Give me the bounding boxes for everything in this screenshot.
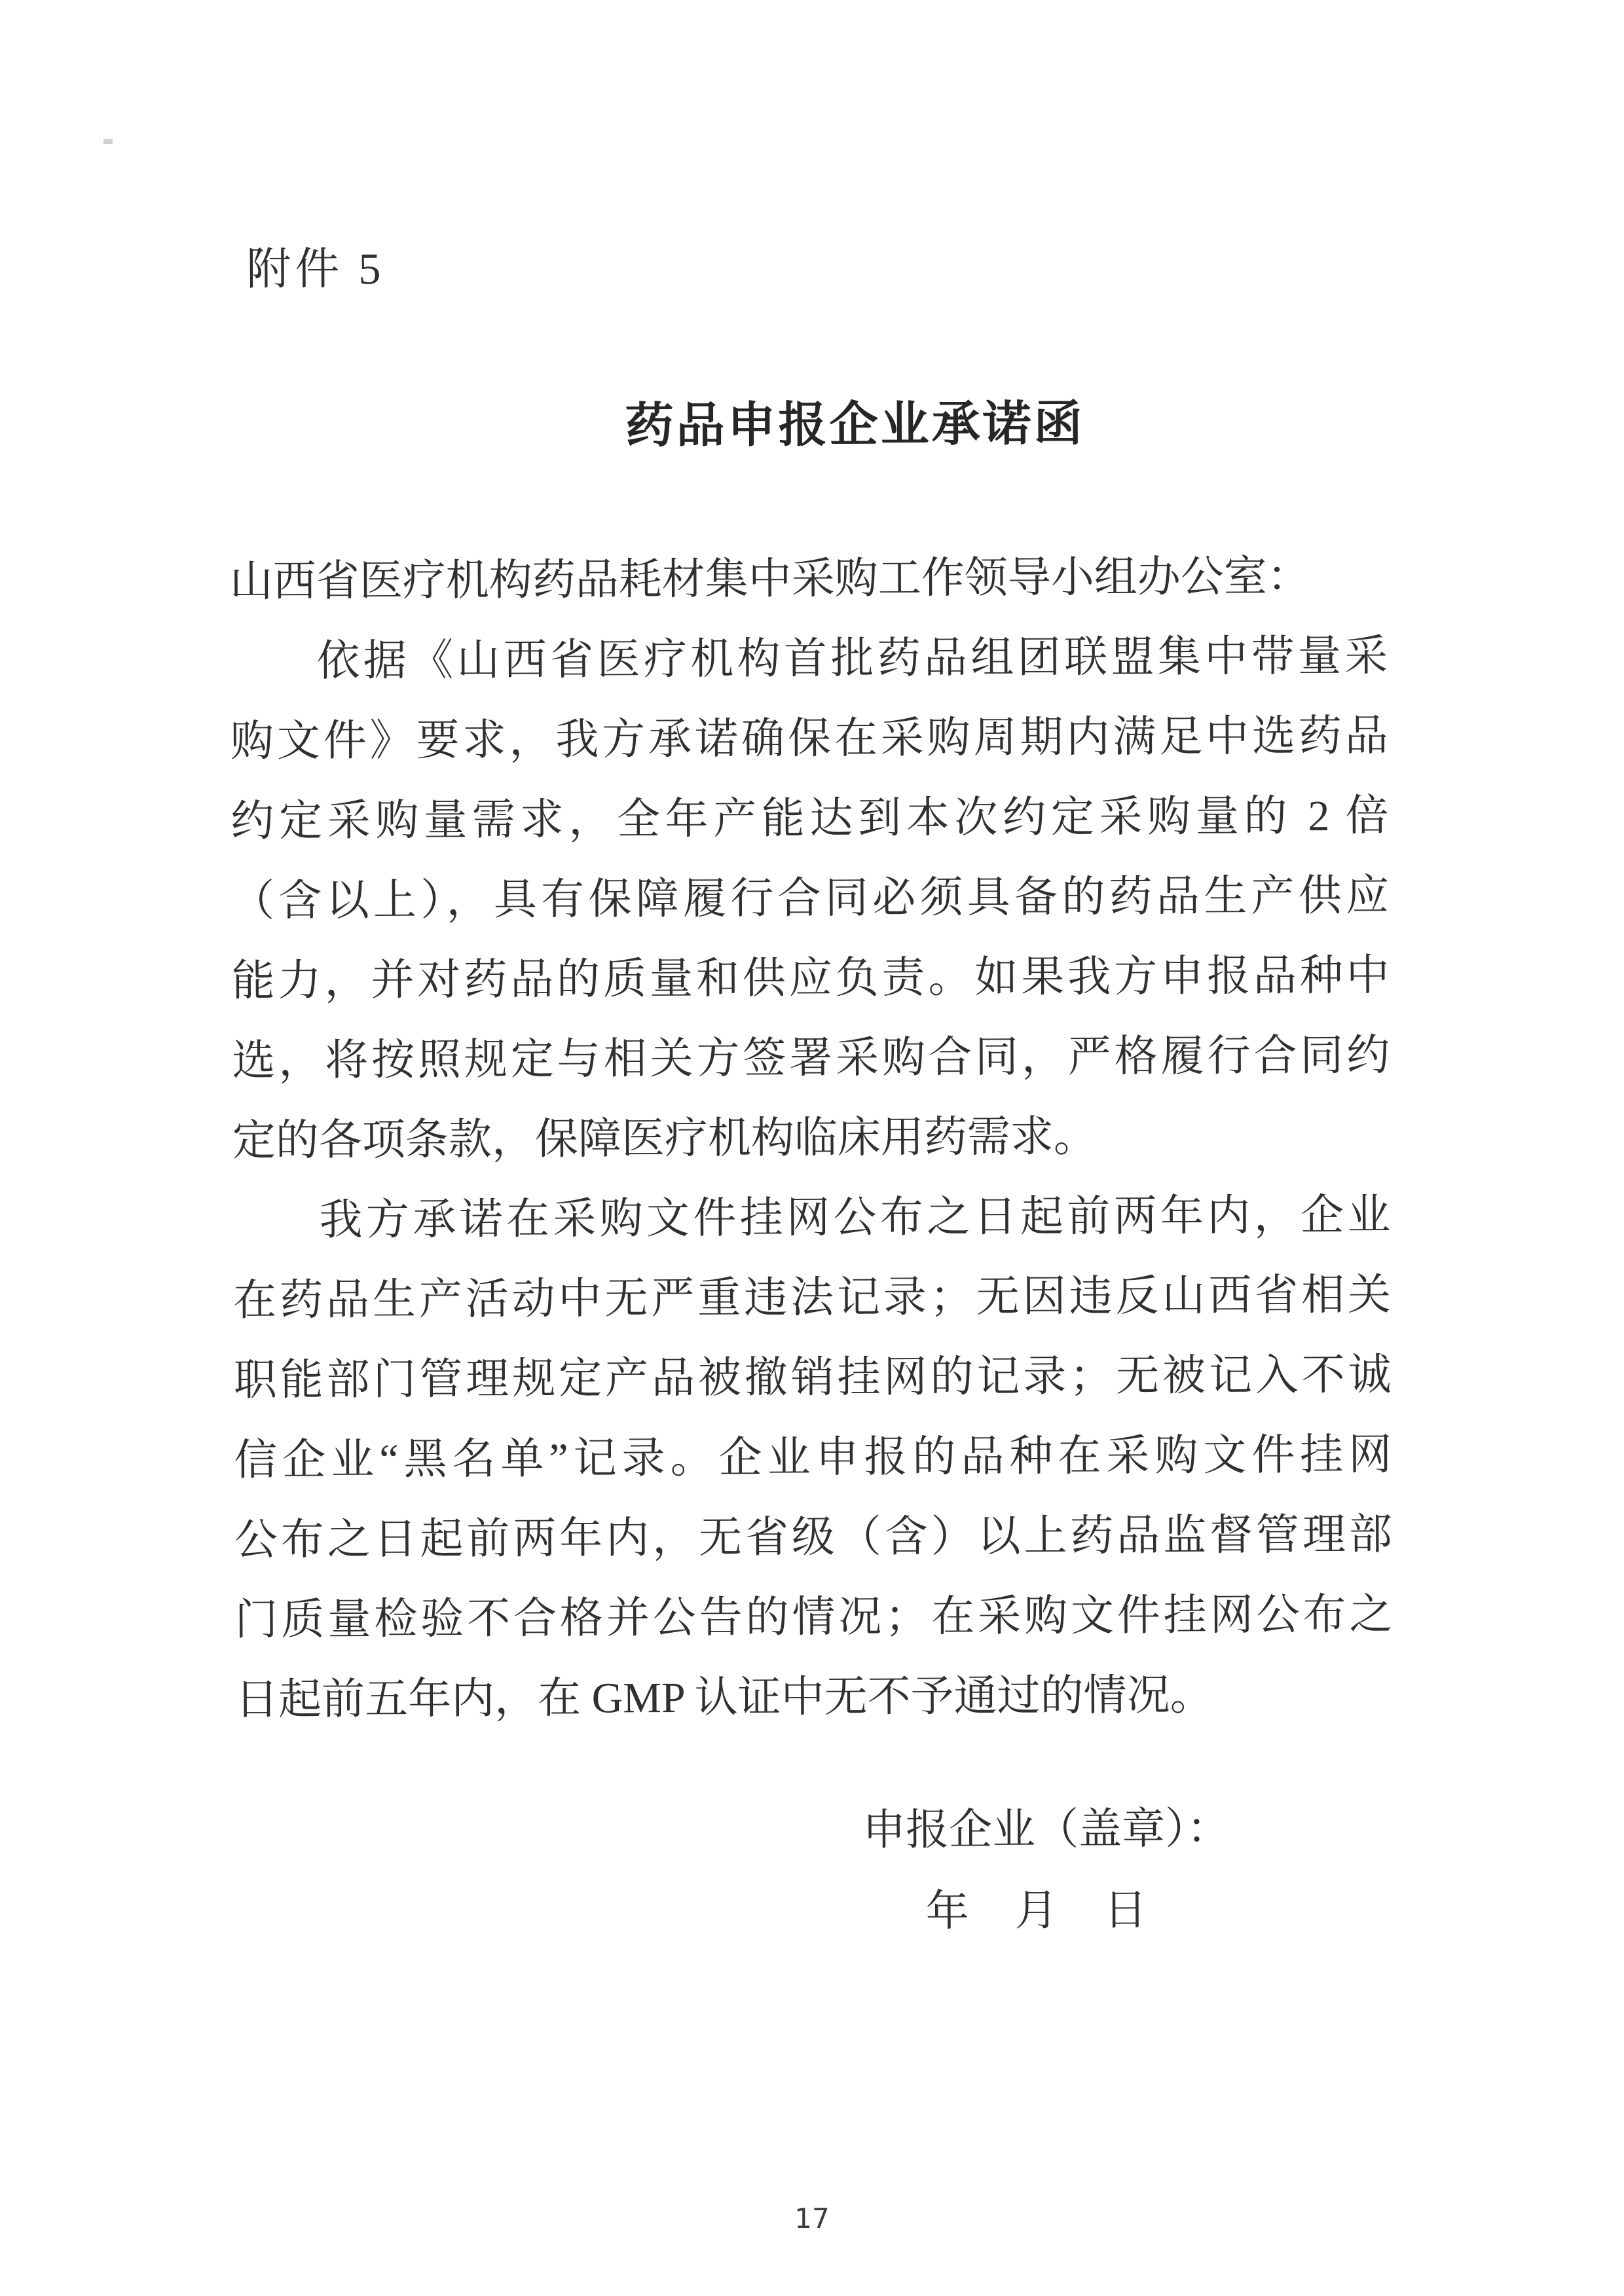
body-line: 在药品生产活动中无严重违法记录；无因违反山西省相关 [232, 1271, 1392, 1325]
body-line: 定的各项条款，保障医疗机构临床用药需求。 [232, 1112, 1098, 1165]
body-line: 日起前五年内，在 GMP 认证中无不予通过的情况。 [234, 1671, 1213, 1724]
body-line: 能力，并对药品的质量和供应负责。如果我方申报品种中 [231, 951, 1390, 1006]
page-number: 17 [794, 2202, 830, 2234]
body-line: 我方承诺在采购文件挂网公布之日起前两年内，企业 [319, 1191, 1391, 1245]
attachment-label: 附件 5 [246, 244, 385, 295]
document-title: 药品申报企业承诺函 [625, 397, 1085, 454]
body-line: 购文件》要求，我方承诺确保在采购周期内满足中选药品 [230, 712, 1389, 766]
body-line: 职能部门管理规定产品被撤销挂网的记录；无被记入不诚 [233, 1351, 1392, 1405]
body-line: 选，将按照规定与相关方签署采购合同，严格履行合同约 [232, 1031, 1390, 1085]
salutation-line: 山西省医疗机构药品耗材集中采购工作领导小组办公室： [229, 553, 1310, 606]
body-line: 信企业“黑名单”记录。企业申报的品种在采购文件挂网 [234, 1430, 1392, 1485]
body-line: 约定采购量需求，全年产能达到本次约定采购量的 2 倍 [231, 792, 1389, 846]
document-body [229, 537, 1393, 1741]
body-line: 依据《山西省医疗机构首批药品组团联盟集中带量采 [316, 632, 1388, 685]
signature-date-line: 年 月 日 [925, 1886, 1149, 1936]
body-line: 公布之日起前两年内，无省级（含）以上药品监督管理部 [234, 1510, 1393, 1565]
body-line: 门质量检验不合格并公告的情况；在采购文件挂网公布之 [234, 1590, 1393, 1645]
body-line: （含以上），具有保障履行合同必须具备的药品生产供应 [231, 871, 1390, 926]
signature-stamp-line: 申报企业（盖章）： [862, 1804, 1230, 1855]
